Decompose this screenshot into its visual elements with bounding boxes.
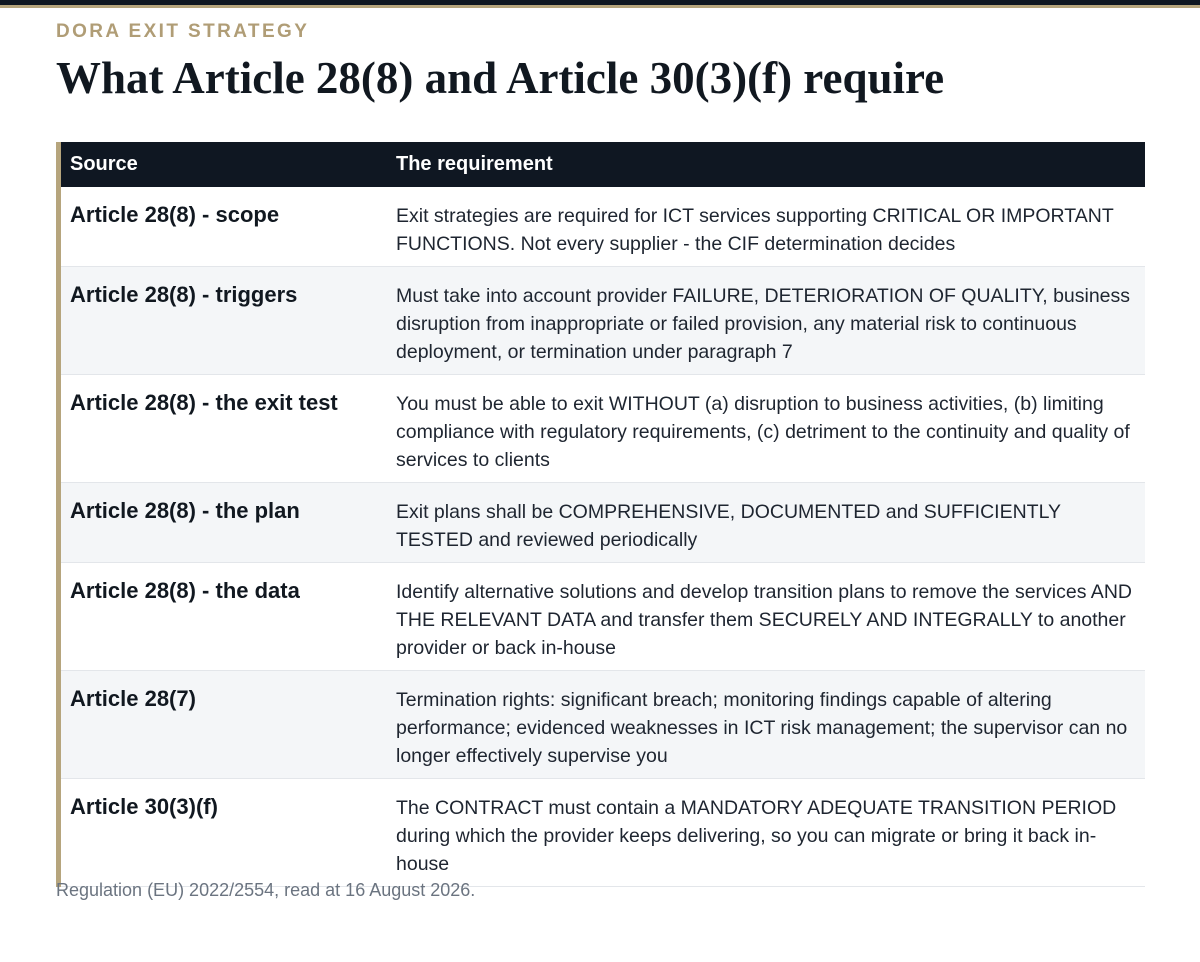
row-source: Article 28(8) - the plan xyxy=(61,483,383,563)
table-header-row xyxy=(61,142,1145,187)
row-requirement: The CONTRACT must contain a MANDATORY ADEQUATE TRANSITION PERIOD during which the provider keeps delivering, so you can migrate or bring it back in-house xyxy=(383,779,1145,887)
column-header-requirement: The requirement xyxy=(383,142,1145,187)
table-row xyxy=(61,375,1145,483)
row-source: Article 30(3)(f) xyxy=(61,779,383,887)
table-row xyxy=(61,187,1145,267)
table-row xyxy=(61,267,1145,375)
section-eyebrow: DORA EXIT STRATEGY xyxy=(56,21,310,42)
row-source: Article 28(8) - scope xyxy=(61,187,383,267)
column-header-source: Source xyxy=(61,142,383,187)
row-source: Article 28(8) - triggers xyxy=(61,267,383,375)
row-source: Article 28(8) - the exit test xyxy=(61,375,383,483)
requirements-table xyxy=(61,142,1145,887)
table-row xyxy=(61,563,1145,671)
table-row xyxy=(61,779,1145,887)
page-title: What Article 28(8) and Article 30(3)(f) require xyxy=(56,53,945,103)
row-requirement: Must take into account provider FAILURE, DETERIORATION OF QUALITY, business disruption from inappropriate or failed provision, any material risk to continuous deployment, or termination under paragraph 7 xyxy=(383,267,1145,375)
row-requirement: Termination rights: significant breach; monitoring findings capable of altering performance; evidenced weaknesses in ICT risk management; the supervisor can no longer effectively supervise you xyxy=(383,671,1145,779)
source-footnote: Regulation (EU) 2022/2554, read at 16 August 2026. xyxy=(56,880,476,900)
table-row xyxy=(61,483,1145,563)
row-requirement: You must be able to exit WITHOUT (a) disruption to business activities, (b) limiting compliance with regulatory requirements, (c) detriment to the continuity and quality of services to clients xyxy=(383,375,1145,483)
table-row xyxy=(61,671,1145,779)
top-rule-accent xyxy=(0,5,1200,8)
row-requirement: Exit strategies are required for ICT services supporting CRITICAL OR IMPORTANT FUNCTIONS. Not every supplier - the CIF determination decides xyxy=(383,187,1145,267)
row-source: Article 28(7) xyxy=(61,671,383,779)
row-requirement: Identify alternative solutions and develop transition plans to remove the services AND THE RELEVANT DATA and transfer them SECURELY AND INTEGRALLY to another provider or back in-house xyxy=(383,563,1145,671)
row-source: Article 28(8) - the data xyxy=(61,563,383,671)
row-requirement: Exit plans shall be COMPREHENSIVE, DOCUMENTED and SUFFICIENTLY TESTED and reviewed periodically xyxy=(383,483,1145,563)
requirements-table-container xyxy=(56,142,1145,887)
